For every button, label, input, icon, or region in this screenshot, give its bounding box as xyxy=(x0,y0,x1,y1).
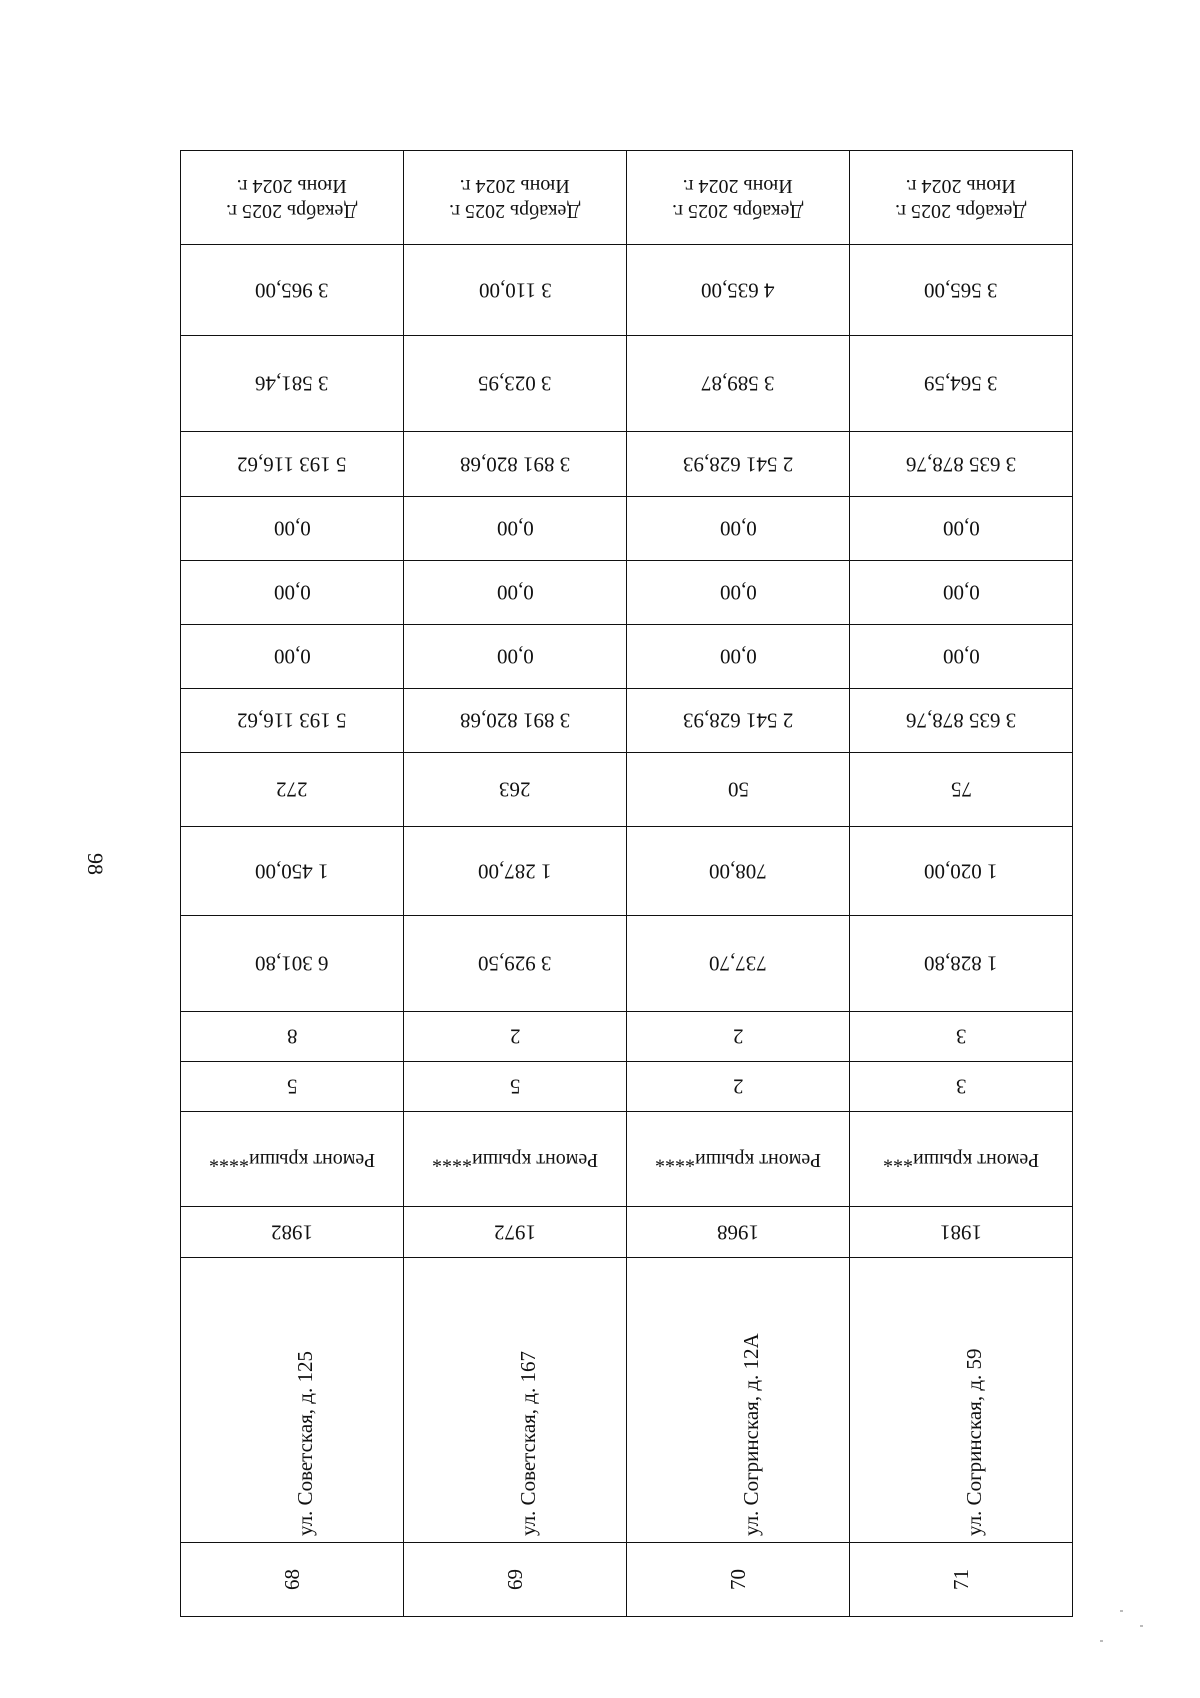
unit-cost-value: 3 023,95 xyxy=(478,371,552,396)
index-value: 71 xyxy=(948,1569,973,1590)
owners-cost-value: 0,00 xyxy=(719,516,757,541)
unit-cost-value: 3 564,59 xyxy=(924,371,998,396)
max-unit-cost-value: 3 565,00 xyxy=(924,278,998,303)
floors-value: 5 xyxy=(509,1074,521,1099)
work-value: Ремонт крыши**** xyxy=(208,1148,376,1171)
work-value: Ремонт крыши**** xyxy=(654,1148,822,1171)
max-unit-cost-value: 3 110,00 xyxy=(478,278,552,303)
owners-cost-value: 0,00 xyxy=(273,516,311,541)
max-unit-cost-value: 4 635,00 xyxy=(701,278,775,303)
period-cell: Декабрь 2025 г. Июнь 2024 г. xyxy=(403,151,626,244)
local-cost-value: 0,00 xyxy=(273,580,311,605)
index-value: 68 xyxy=(279,1569,304,1590)
roof-area-value: 1 450,00 xyxy=(255,859,329,884)
max-unit-cost-value: 3 965,00 xyxy=(255,278,329,303)
roof-area-value: 708,00 xyxy=(709,859,767,884)
scan-speck xyxy=(1100,1640,1103,1642)
total-cost-value: 3 891 820,68 xyxy=(459,708,571,733)
address-value: ул. Согринская, д. 12А xyxy=(739,1333,763,1536)
entrances-value: 8 xyxy=(286,1024,298,1049)
index-value: 69 xyxy=(502,1569,527,1590)
entrances-value: 2 xyxy=(509,1024,521,1049)
entrances-value: 2 xyxy=(732,1024,744,1049)
index-row xyxy=(181,1542,1072,1616)
fund-cost-value: 2 541 628,93 xyxy=(682,452,794,477)
owners-cost-row xyxy=(181,496,1072,560)
local-cost-value: 0,00 xyxy=(719,580,757,605)
period-cell: Декабрь 2025 г. Июнь 2024 г. xyxy=(226,174,358,222)
period-row xyxy=(181,151,1072,244)
local-cost-value: 0,00 xyxy=(942,580,980,605)
total-cost-value: 5 193 116,62 xyxy=(237,708,347,733)
unit-cost-row xyxy=(181,335,1072,431)
local-cost-row xyxy=(181,560,1072,624)
max-unit-cost-row xyxy=(181,244,1072,335)
year-value: 1968 xyxy=(717,1220,759,1245)
floors-value: 3 xyxy=(955,1074,967,1099)
roof-area-value: 1 287,00 xyxy=(478,859,552,884)
total-area-row xyxy=(181,915,1072,1011)
fund-cost-row xyxy=(181,431,1072,496)
repair-table xyxy=(180,150,1073,1617)
region-cost-value: 0,00 xyxy=(273,644,311,669)
period-cell: Декабрь 2025 г. Июнь 2024 г. xyxy=(849,151,1072,244)
residents-value: 272 xyxy=(276,777,308,802)
region-cost-value: 0,00 xyxy=(942,644,980,669)
address-row xyxy=(181,1257,1072,1542)
fund-cost-value: 3 891 820,68 xyxy=(459,452,571,477)
residents-value: 263 xyxy=(499,777,531,802)
unit-cost-value: 3 581,46 xyxy=(255,371,329,396)
total-cost-value: 3 635 878,76 xyxy=(905,708,1017,733)
page-number: 98 xyxy=(83,853,108,875)
floors-row xyxy=(181,1061,1072,1111)
fund-cost-value: 5 193 116,62 xyxy=(237,452,347,477)
floors-value: 2 xyxy=(732,1074,744,1099)
owners-cost-value: 0,00 xyxy=(942,516,980,541)
residents-row xyxy=(181,752,1072,826)
work-value: Ремонт крыши*** xyxy=(882,1148,1040,1171)
residents-value: 75 xyxy=(950,777,972,802)
year-value: 1972 xyxy=(494,1220,536,1245)
region-cost-value: 0,00 xyxy=(496,644,534,669)
residents-value: 50 xyxy=(727,777,749,802)
year-row xyxy=(181,1206,1072,1257)
entrances-row xyxy=(181,1011,1072,1061)
total-cost-value: 2 541 628,93 xyxy=(682,708,794,733)
index-value: 70 xyxy=(725,1569,750,1590)
work-value: Ремонт крыши**** xyxy=(431,1148,599,1171)
owners-cost-value: 0,00 xyxy=(496,516,534,541)
unit-cost-value: 3 589,87 xyxy=(701,371,775,396)
fund-cost-value: 3 635 878,76 xyxy=(905,452,1017,477)
year-value: 1982 xyxy=(271,1220,313,1245)
entrances-value: 3 xyxy=(955,1024,967,1049)
region-cost-value: 0,00 xyxy=(719,644,757,669)
total-cost-row xyxy=(181,688,1072,752)
scan-speck xyxy=(1140,1625,1143,1627)
region-cost-row xyxy=(181,624,1072,688)
address-value: ул. Советская, д. 167 xyxy=(516,1351,540,1536)
work-row xyxy=(181,1111,1072,1206)
address-value: ул. Советская, д. 125 xyxy=(293,1351,317,1536)
total-area-value: 3 929,50 xyxy=(478,951,552,976)
scan-speck xyxy=(1120,1610,1123,1612)
address-value: ул. Согринская, д. 59 xyxy=(962,1348,986,1536)
roof-area-row xyxy=(181,826,1072,915)
period-cell: Декабрь 2025 г. Июнь 2024 г. xyxy=(626,151,849,244)
year-value: 1981 xyxy=(940,1220,982,1245)
total-area-value: 1 828,80 xyxy=(924,951,998,976)
local-cost-value: 0,00 xyxy=(496,580,534,605)
total-area-value: 6 301,80 xyxy=(255,951,329,976)
floors-value: 5 xyxy=(286,1074,298,1099)
total-area-value: 737,70 xyxy=(709,951,767,976)
roof-area-value: 1 020,00 xyxy=(924,859,998,884)
